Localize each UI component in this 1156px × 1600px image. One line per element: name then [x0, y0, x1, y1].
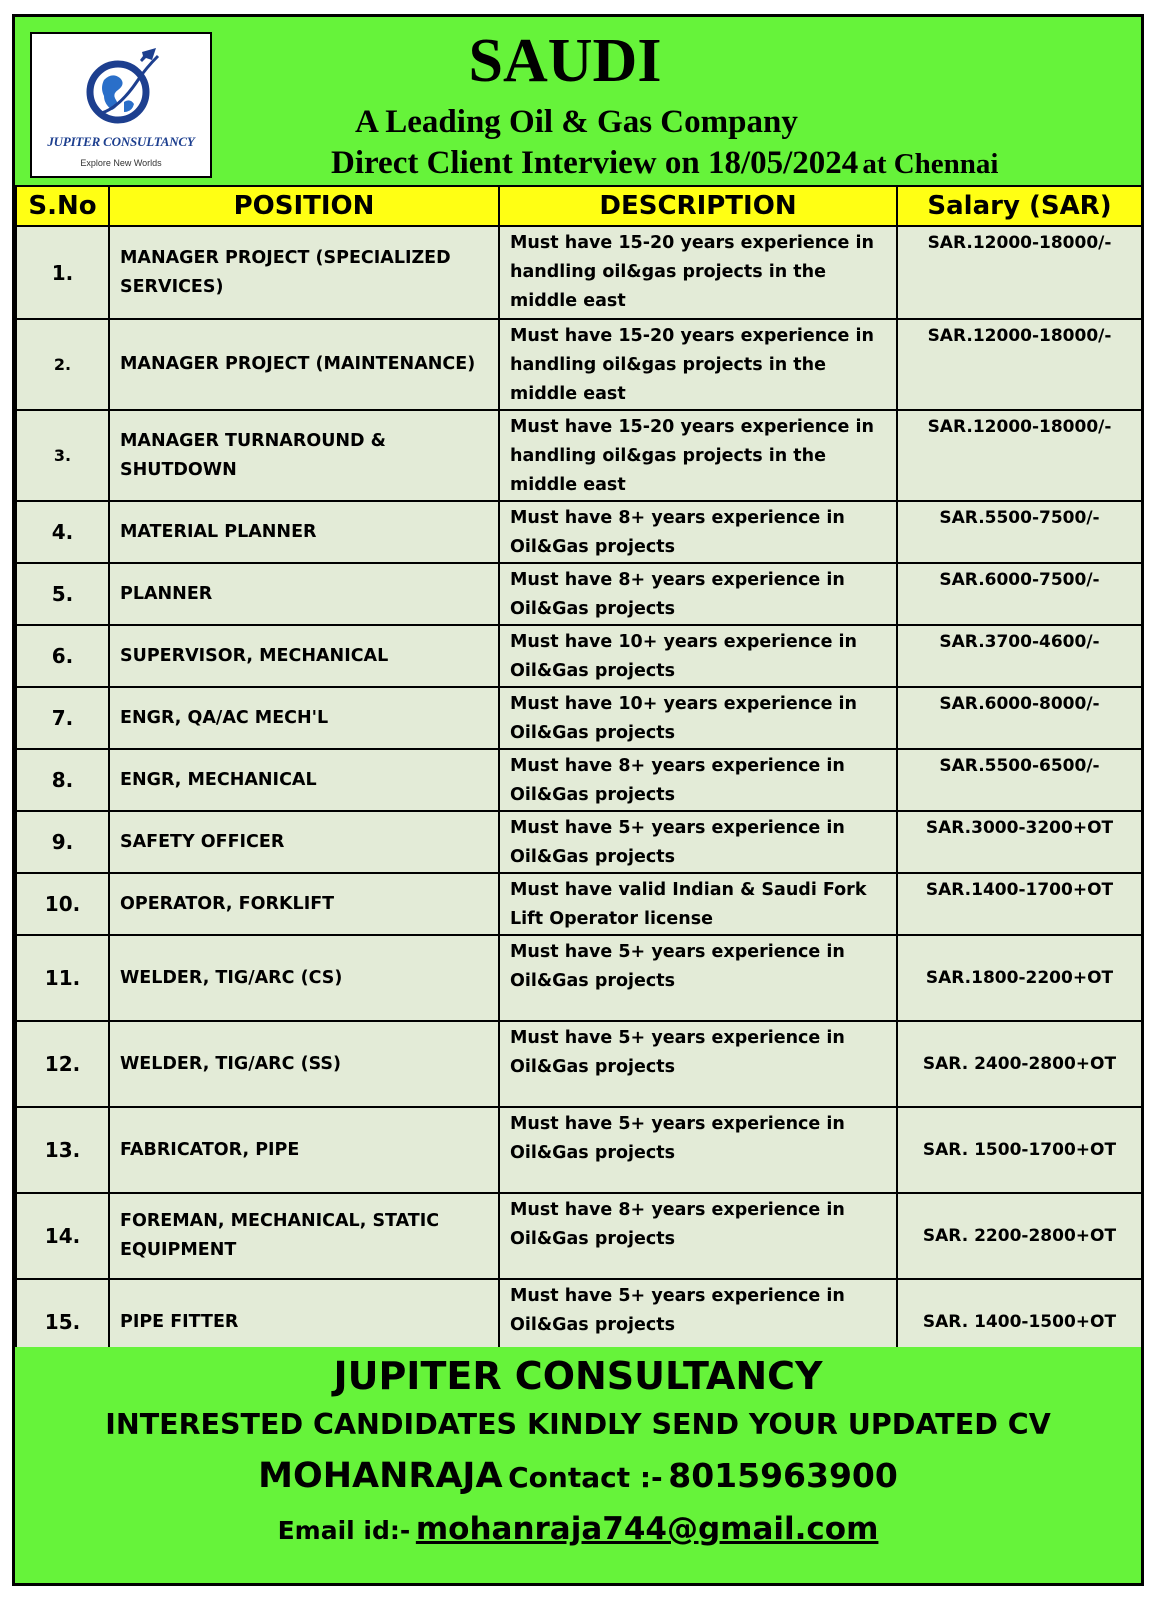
row-position: SUPERVISOR, MECHANICAL [109, 625, 499, 687]
row-description: Must have 5+ years experience in Oil&Gas projects [499, 1107, 897, 1193]
logo-tagline: Explore New Worlds [80, 158, 162, 168]
company-subtitle: A Leading Oil & Gas Company [355, 104, 798, 140]
row-description: Must have 8+ years experience in Oil&Gas projects [499, 501, 897, 563]
row-sno: 12. [16, 1021, 109, 1107]
row-salary: SAR.1800-2200+OT [897, 935, 1142, 1021]
row-salary: SAR.6000-8000/- [897, 687, 1142, 749]
table-row [16, 811, 1142, 873]
row-position: WELDER, TIG/ARC (SS) [109, 1021, 499, 1107]
row-salary: SAR. 2200-2800+OT [897, 1193, 1142, 1279]
row-salary: SAR. 1400-1500+OT [897, 1279, 1142, 1365]
row-position: MANAGER PROJECT (MAINTENANCE) [109, 319, 499, 410]
row-sno: 1. [16, 226, 109, 319]
row-position: PIPE FITTER [109, 1279, 499, 1365]
row-salary: SAR.3000-3200+OT [897, 811, 1142, 873]
row-sno: 9. [16, 811, 109, 873]
table-row [16, 501, 1142, 563]
table-row [16, 873, 1142, 935]
table-row [16, 319, 1142, 410]
poster-header [15, 17, 1141, 185]
row-description: Must have 8+ years experience in Oil&Gas projects [499, 1193, 897, 1279]
globe-airplane-icon [82, 44, 162, 132]
footer-cta: INTERESTED CANDIDATES KINDLY SEND YOUR UPDATED CV [105, 1408, 1051, 1441]
row-position: ENGR, QA/AC MECH'L [109, 687, 499, 749]
table-row [16, 749, 1142, 811]
row-sno: 6. [16, 625, 109, 687]
row-description: Must have 10+ years experience in Oil&Gas projects [499, 687, 897, 749]
row-salary: SAR.5500-6500/- [897, 749, 1142, 811]
row-salary: SAR.6000-7500/- [897, 563, 1142, 625]
row-salary: SAR.12000-18000/- [897, 319, 1142, 410]
row-sno: 14. [16, 1193, 109, 1279]
row-sno: 7. [16, 687, 109, 749]
interview-date-text: Direct Client Interview on 18/05/2024 [331, 145, 859, 181]
row-sno: 13. [16, 1107, 109, 1193]
row-sno: 5. [16, 563, 109, 625]
interview-location: at Chennai [862, 148, 999, 180]
table-row [16, 1021, 1142, 1107]
row-sno: 8. [16, 749, 109, 811]
row-description: Must have 15-20 years experience in handling oil&gas projects in the middle east [499, 226, 897, 319]
row-position: MANAGER TURNAROUND & SHUTDOWN [109, 410, 499, 501]
row-description: Must have 15-20 years experience in handling oil&gas projects in the middle east [499, 319, 897, 410]
row-description: Must have valid Indian & Saudi Fork Lift Operator license [499, 873, 897, 935]
row-position: FOREMAN, MECHANICAL, STATIC EQUIPMENT [109, 1193, 499, 1279]
row-description: Must have 5+ years experience in Oil&Gas projects [499, 935, 897, 1021]
row-sno: 11. [16, 935, 109, 1021]
table-header-row [16, 186, 1142, 226]
table-row [16, 1107, 1142, 1193]
row-sno: 2. [16, 319, 109, 410]
row-position: MANAGER PROJECT (SPECIALIZED SERVICES) [109, 226, 499, 319]
row-position: FABRICATOR, PIPE [109, 1107, 499, 1193]
contact-label: Contact :- [508, 1461, 663, 1494]
row-description: Must have 5+ years experience in Oil&Gas projects [499, 1021, 897, 1107]
row-sno: 10. [16, 873, 109, 935]
row-salary: SAR.12000-18000/- [897, 226, 1142, 319]
header-description: DESCRIPTION [499, 186, 897, 226]
row-position: MATERIAL PLANNER [109, 501, 499, 563]
row-sno: 15. [16, 1279, 109, 1365]
poster-footer [15, 1347, 1141, 1583]
row-salary: SAR. 2400-2800+OT [897, 1021, 1142, 1107]
row-description: Must have 5+ years experience in Oil&Gas projects [499, 811, 897, 873]
row-description: Must have 8+ years experience in Oil&Gas projects [499, 749, 897, 811]
table-row [16, 625, 1142, 687]
job-poster [12, 14, 1144, 1586]
table-row [16, 410, 1142, 501]
row-description: Must have 5+ years experience in Oil&Gas projects [499, 1279, 897, 1365]
table-row [16, 226, 1142, 319]
row-salary: SAR.1400-1700+OT [897, 873, 1142, 935]
row-description: Must have 15-20 years experience in handling oil&gas projects in the middle east [499, 410, 897, 501]
row-description: Must have 8+ years experience in Oil&Gas projects [499, 563, 897, 625]
contact-name: MOHANRAJA [258, 1456, 503, 1496]
footer-email [15, 1509, 1141, 1554]
logo-company-name: JUPITER CONSULTANCY [47, 134, 195, 149]
row-sno: 3. [16, 410, 109, 501]
row-position: PLANNER [109, 563, 499, 625]
row-position: WELDER, TIG/ARC (CS) [109, 935, 499, 1021]
country-title: SAUDI [468, 27, 662, 95]
row-position: SAFETY OFFICER [109, 811, 499, 873]
row-salary: SAR. 1500-1700+OT [897, 1107, 1142, 1193]
footer-company: JUPITER CONSULTANCY [333, 1354, 823, 1398]
table-row [16, 935, 1142, 1021]
row-sno: 4. [16, 501, 109, 563]
table-row [16, 1193, 1142, 1279]
company-logo [30, 32, 212, 178]
row-description: Must have 10+ years experience in Oil&Gas projects [499, 625, 897, 687]
footer-contact [15, 1453, 1141, 1505]
header-sno: S.No [16, 186, 109, 226]
row-position: OPERATOR, FORKLIFT [109, 873, 499, 935]
row-salary: SAR.5500-7500/- [897, 501, 1142, 563]
header-salary: Salary (SAR) [897, 186, 1142, 226]
email-label: Email id:- [277, 1516, 411, 1545]
header-position: POSITION [109, 186, 499, 226]
email-link[interactable]: mohanraja744@gmail.com [415, 1511, 879, 1547]
row-salary: SAR.12000-18000/- [897, 410, 1142, 501]
contact-phone[interactable]: 8015963900 [668, 1456, 898, 1495]
row-salary: SAR.3700-4600/- [897, 625, 1142, 687]
table-row [16, 563, 1142, 625]
row-position: ENGR, MECHANICAL [109, 749, 499, 811]
positions-table [15, 185, 1143, 1366]
interview-info [331, 144, 998, 188]
table-row [16, 687, 1142, 749]
